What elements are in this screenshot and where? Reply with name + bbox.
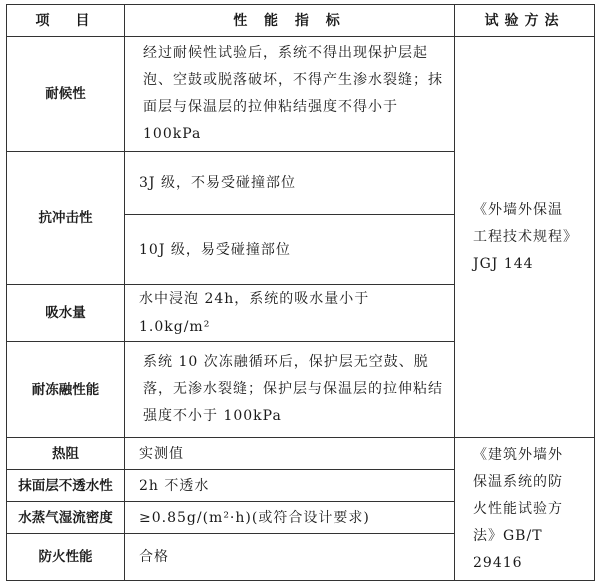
spec-freeze: 系统 10 次冻融循环后，保护层无空鼓、脱落，无渗水裂缝；保护层与保温层的拉伸粘结强度不小于 100kPa [125, 342, 455, 438]
header-method: 试验方法 [455, 5, 595, 37]
header-item: 项 目 [7, 5, 125, 37]
item-freeze: 耐冻融性能 [7, 342, 125, 438]
spec-vapor: ≥0.85g/(m²·h)(或符合设计要求) [125, 502, 455, 534]
spec-fire: 合格 [125, 534, 455, 581]
spec-thermal: 实测值 [125, 438, 455, 470]
item-impact: 抗冲击性 [7, 152, 125, 285]
method-gbt: 《建筑外墙外保温系统的防火性能试验方法》GB/T 29416 [455, 438, 595, 581]
header-spec: 性 能 指 标 [125, 5, 455, 37]
spec-waterproof: 2h 不透水 [125, 470, 455, 502]
item-weather: 耐候性 [7, 37, 125, 152]
spec-impact-10j: 10J 级，易受碰撞部位 [125, 215, 455, 285]
row-weather [7, 37, 595, 152]
spec-absorption: 水中浸泡 24h，系统的吸水量小于 1.0kg/m² [125, 285, 455, 342]
method-jgj: 《外墙外保温工程技术规程》JGJ 144 [455, 37, 595, 438]
item-fire: 防火性能 [7, 534, 125, 581]
item-waterproof: 抹面层不透水性 [7, 470, 125, 502]
item-absorption: 吸水量 [7, 285, 125, 342]
header-row [7, 5, 595, 37]
performance-table [6, 4, 595, 581]
item-vapor: 水蒸气湿流密度 [7, 502, 125, 534]
row-thermal [7, 438, 595, 470]
spec-impact-3j: 3J 级，不易受碰撞部位 [125, 152, 455, 215]
item-thermal: 热阻 [7, 438, 125, 470]
spec-weather: 经过耐候性试验后，系统不得出现保护层起泡、空鼓或脱落破坏，不得产生渗水裂缝；抹面层与保温层的拉伸粘结强度不得小于100kPa [125, 37, 455, 152]
